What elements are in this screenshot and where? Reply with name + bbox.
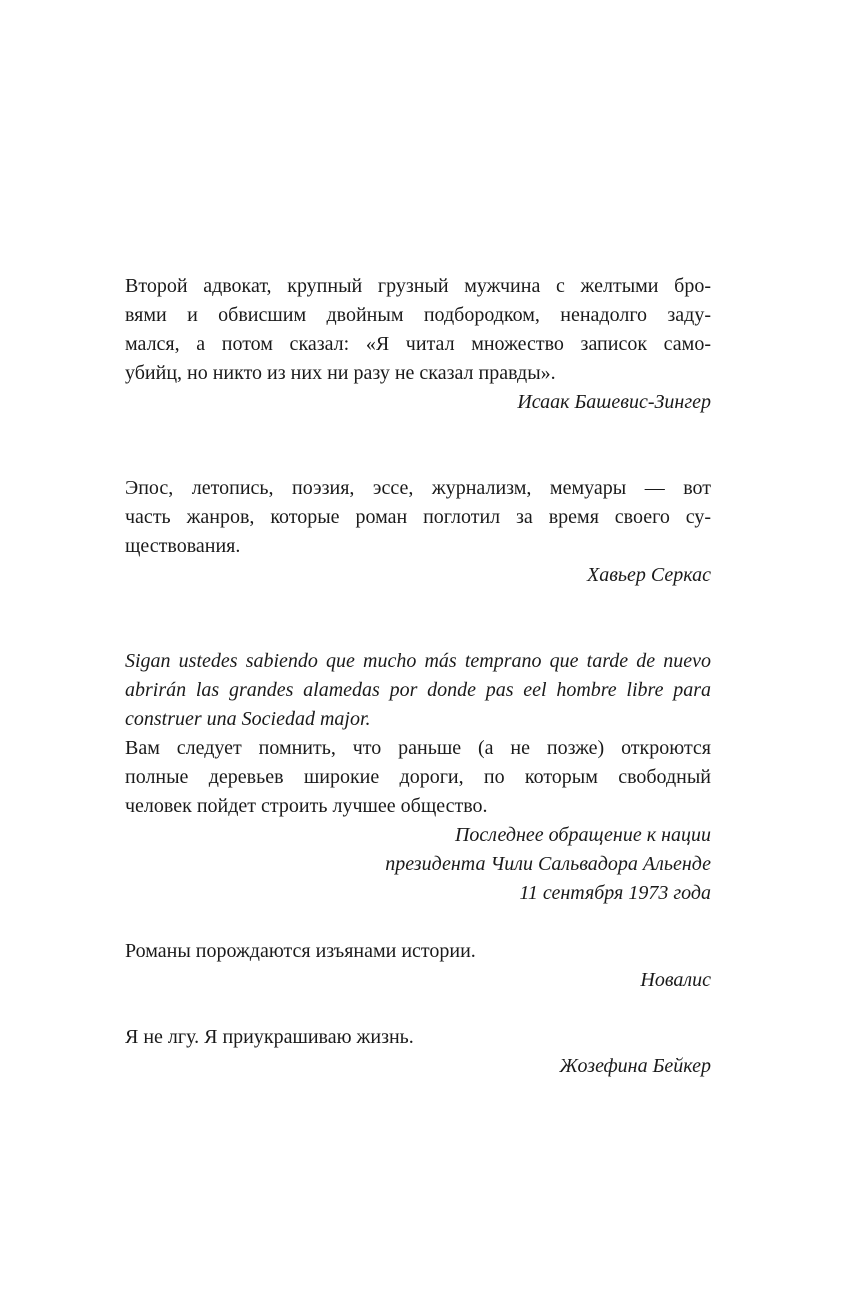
quote-line: abrirán las grandes alamedas por donde pas eel hombre libre para [125,679,711,701]
attribution-line: Жозефина Бейкер [559,1055,711,1077]
attribution-line: президента Чили Сальвадора Альенде [385,853,711,875]
epigraph-5-attribution [125,1052,711,1081]
epigraph-2-attribution [125,561,711,590]
epigraph-5 [125,1023,711,1081]
epigraph-page [125,272,711,1081]
quote-line: человек пойдет строить лучшее общество. [125,795,488,817]
epigraph-3 [125,647,711,908]
epigraph-2-quote [125,474,711,561]
epigraph-3-attribution [125,821,711,908]
epigraph-2 [125,474,711,590]
quote-line: construer una Sociedad major. [125,708,371,730]
epigraph-1-quote [125,272,711,388]
attribution-line: Исаак Башевис-Зингер [517,391,711,413]
quote-line: часть жанров, которые роман поглотил за время своего су- [125,506,711,528]
epigraph-1 [125,272,711,417]
quote-line: Sigan ustedes sabiendo que mucho más temprano que tarde de nuevo [125,650,711,672]
quote-line: ществования. [125,535,241,557]
quote-line: Второй адвокат, крупный грузный мужчина с желтыми бро- [125,275,711,297]
attribution-line: Хавьер Серкас [587,564,711,586]
epigraph-5-quote [125,1023,711,1052]
attribution-line: Последнее обращение к нации [454,824,711,846]
epigraph-3-original-quote [125,647,711,734]
epigraph-4-quote [125,937,711,966]
quote-line: Романы порождаются изъянами истории. [125,940,476,962]
epigraph-4-attribution [125,966,711,995]
quote-line: полные деревьев широкие дороги, по которым свободный [125,766,711,788]
quote-line: мался, а потом сказал: «Я читал множество записок само- [125,333,711,355]
attribution-line: Новалис [640,969,711,991]
epigraph-3-translation [125,734,711,821]
quote-line: Эпос, летопись, поэзия, эссе, журнализм, мемуары — вот [125,477,711,499]
quote-line: Я не лгу. Я приукрашиваю жизнь. [125,1026,414,1048]
quote-line: вями и обвисшим двойным подбородком, ненадолго заду- [125,304,711,326]
attribution-line: 11 сентября 1973 года [519,882,711,904]
epigraph-1-attribution [125,388,711,417]
epigraph-4 [125,937,711,995]
quote-line: Вам следует помнить, что раньше (а не позже) откроются [125,737,711,759]
quote-line: убийц, но никто из них ни разу не сказал правды». [125,362,556,384]
